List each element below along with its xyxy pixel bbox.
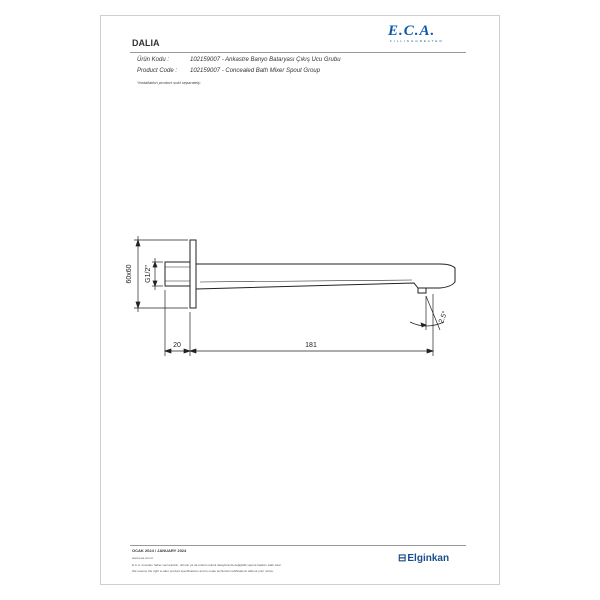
dimension-angle-label: 2.5°: [438, 310, 450, 325]
footer-notice-tr: E.C.A. önceden haber vermeksizin, ürünün ya da ürünün teknik detaylarında değişiklik yapma hakkını saklı tutar.: [132, 563, 282, 567]
footer-url: www.eca.com.tr: [132, 556, 154, 560]
threaded-connector: [165, 262, 190, 286]
dimension-vertical: [134, 236, 188, 312]
product-code-tr-value: 102159007 - Ankastre Banyo Bataryası Çıkış Ucu Grubu: [190, 57, 341, 63]
product-code-en-label: Product Code :: [137, 68, 178, 74]
dimension-60x60-label: 60x60: [126, 264, 133, 284]
spout-inner-line: [200, 280, 412, 282]
product-code-en-value: 102159007 - Concealed Bath Mixer Spout Group: [190, 68, 321, 74]
footer-notice-en: We reserve the right to alter product specifications and to make technical modifications without prior notice.: [132, 569, 274, 573]
eca-logo-tagline: F I L L I N G G R E A T E R: [390, 39, 443, 43]
installation-note: *Installation product sold separately.: [137, 80, 201, 85]
spout-outline: [165, 240, 455, 308]
dimension-horizontal: [165, 290, 433, 356]
footer-divider: [130, 545, 466, 546]
elginkan-brand: [398, 553, 449, 564]
dimension-thread-label: G1/2": [145, 265, 152, 283]
dimension-20-label: 20: [173, 342, 181, 349]
elginkan-brand-name: Elginkan: [407, 553, 450, 564]
elginkan-logo-icon: ⊟: [398, 553, 407, 564]
dimension-thread: [152, 258, 163, 290]
dimension-angle: [410, 296, 444, 330]
wall-rosette: [190, 240, 196, 308]
dimension-181-label: 181: [305, 342, 317, 349]
spout-body: [196, 264, 455, 289]
product-title: DALIA: [132, 38, 160, 48]
footer-date: OCAK 2024 / JANUARY 2024: [132, 548, 187, 553]
spout-outlet: [418, 288, 426, 293]
eca-logo-mark: E.C.A.: [388, 23, 436, 39]
product-code-tr-label: Ürün Kodu :: [137, 57, 170, 63]
